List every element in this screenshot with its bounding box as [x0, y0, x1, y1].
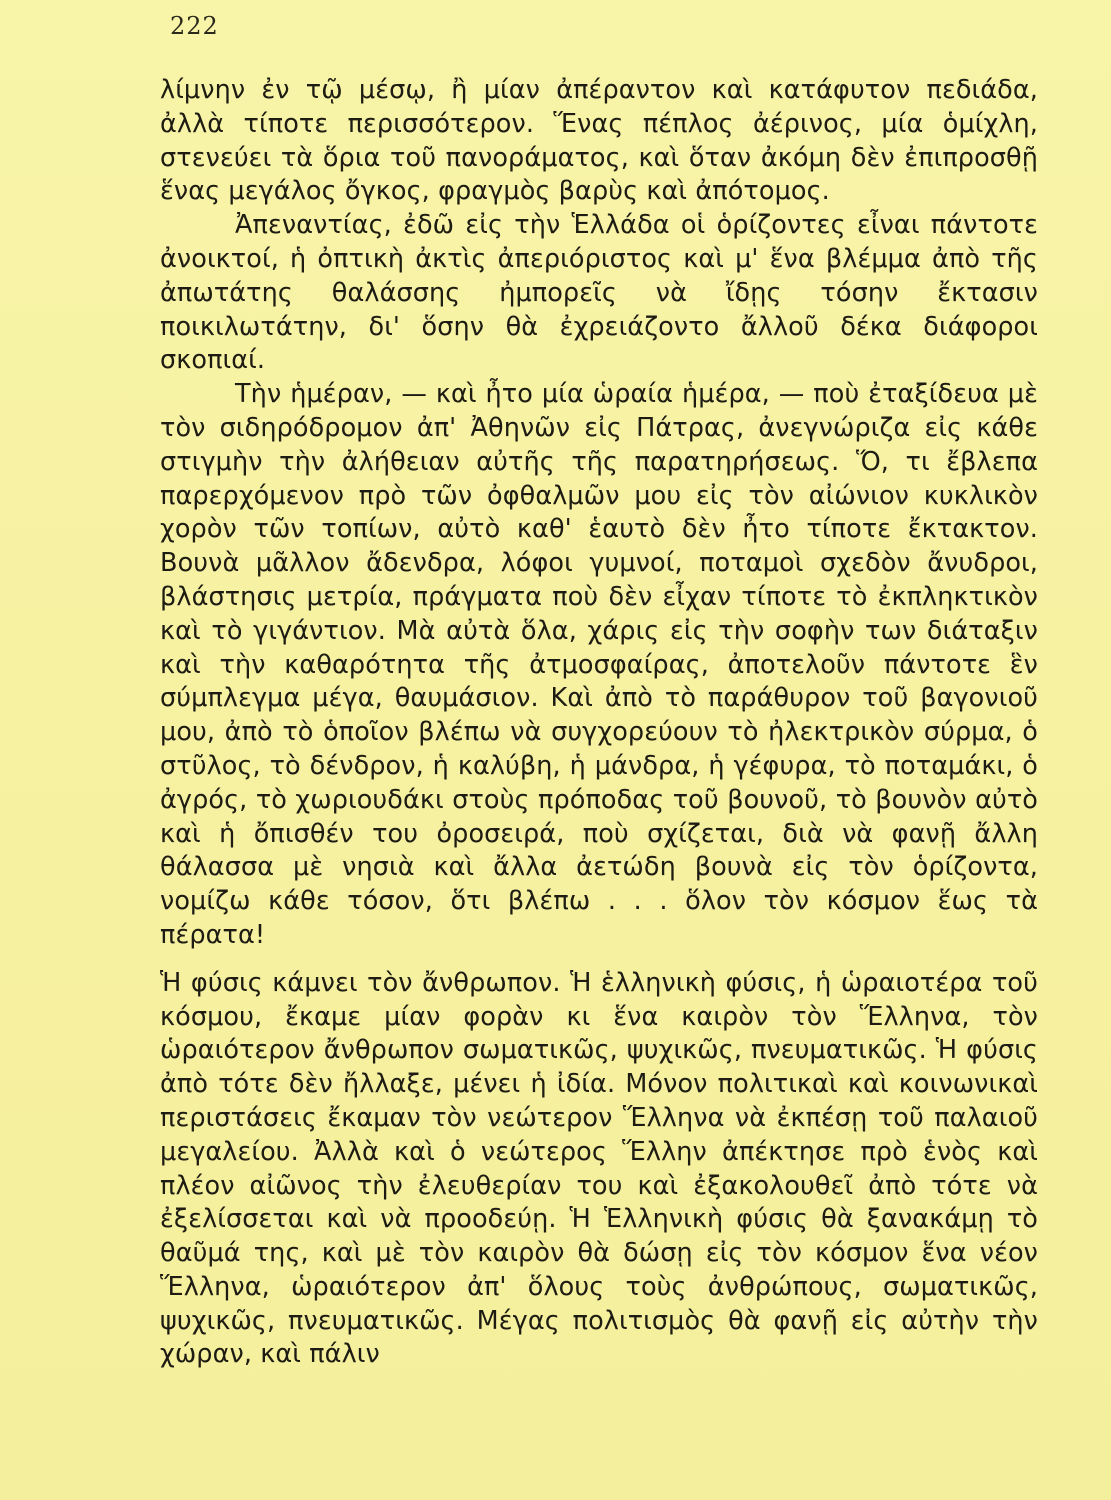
paragraph-2: Ἀπεναντίας, ἐδῶ εἰς τὴν Ἑλλάδα οἱ ὁρίζοντες εἶναι πάντοτε ἀνοικτοί, ἡ ὀπτικὴ ἀκτὶς ἀπεριόριστος καὶ μ' ἕνα βλέμμα ἀπὸ τῆς ἀπωτάτης θαλάσσης ἠμπορεῖς νὰ ἴδῃς τόσην ἔκτασιν ποικιλωτάτην, δι' ὅσην θὰ ἐχρειάζοντο ἄλλοῦ δέκα διάφοροι σκοπιαί.	[160, 210, 1038, 376]
page-number: 222	[170, 12, 219, 40]
paragraph-3: Τὴν ἡμέραν, — καὶ ἦτο μία ὡραία ἡμέρα, — ποὺ ἐταξίδευα μὲ τὸν σιδηρόδρομον ἀπ' Ἀθηνῶν εἰς Πάτρας, ἀνεγνώριζα εἰς κάθε στιγμὴν τὴν ἀλήθειαν αὐτῆς τῆς παρατηρήσεως. Ὅ, τι ἔβλεπα παρερχόμενον πρὸ τῶν ὀφθαλμῶν μου εἰς τὸν αἰώνιον κυκλικὸν χορὸν τῶν τοπίων, αὐτὸ καθ' ἑαυτὸ δὲν ἦτο τίποτε ἔκτακτον. Βουνὰ μᾶλλον ἄδενδρα, λόφοι γυμνοί, ποταμοὶ σχεδὸν ἄνυδροι, βλάστησις μετρία, πράγματα ποὺ δὲν εἶχαν τίποτε τὸ ἐκπληκτικὸν καὶ τὸ γιγάντιον. Μὰ αὐτὰ ὅλα, χάρις εἰς τὴν σοφὴν των διάταξιν καὶ τὴν καθαρότητα τῆς ἀτμοσφαίρας, ἀποτελοῦν πάντοτε ἓν σύμπλεγμα μέγα, θαυμάσιον. Καὶ ἀπὸ τὸ παράθυρον τοῦ βαγονιοῦ μου, ἀπὸ τὸ ὁποῖον βλέπω νὰ συγχορεύουν τὸ ἠλεκτρικὸν σύρμα, ὁ στῦλος, τὸ δένδρον, ἡ καλύβη, ἡ μάνδρα, ἡ γέφυρα, τὸ ποταμάκι, ὁ ἀγρός, τὸ χωριουδάκι στοὺς πρόποδας τοῦ βουνοῦ, τὸ βουνὸν αὐτὸ καὶ ἡ ὄπισθέν του ὀροσειρά, ποὺ σχίζεται, διὰ νὰ φανῇ ἄλλη θάλασσα μὲ νησιὰ καὶ ἄλλα ἀετώδη βουνὰ εἰς τὸν ὁρίζοντα, νομίζω κάθε τόσον, ὅτι βλέπω . . . ὅλον τὸν κόσμον ἕως τὰ πέρατα!	[160, 379, 1038, 950]
main-text	[160, 74, 1038, 1372]
paragraph-1: λίμνην ἐν τῷ μέσῳ, ἢ μίαν ἀπέραντον καὶ κατάφυτον πεδιάδα, ἀλλὰ τίποτε περισσότερον. Ἕνας πέπλος ἀέρινος, μία ὁμίχλη, στενεύει τὰ ὅρια τοῦ πανοράματος, καὶ ὅταν ἀκόμη δὲν ἐπιπροσθῇ ἕνας μεγάλος ὄγκος, φραγμὸς βαρὺς καὶ ἀπότομος.	[160, 75, 1038, 207]
paragraph-4: Ἡ φύσις κάμνει τὸν ἄνθρωπον. Ἡ ἑλληνικὴ φύσις, ἡ ὡραιοτέρα τοῦ κόσμου, ἔκαμε μίαν φορὰν κι ἕνα καιρὸν τὸν Ἕλληνα, τὸν ὡραιότερον ἄνθρωπον σωματικῶς, ψυχικῶς, πνευματικῶς. Ἡ φύσις ἀπὸ τότε δὲν ἤλλαξε, μένει ἡ ἰδία. Μόνον πολιτικαὶ καὶ κοινωνικαὶ περιστάσεις ἔκαμαν τὸν νεώτερον Ἕλληνα νὰ ἐκπέσῃ τοῦ παλαιοῦ μεγαλείου. Ἀλλὰ καὶ ὁ νεώτερος Ἕλλην ἀπέκτησε πρὸ ἑνὸς καὶ πλέον αἰῶνος τὴν ἐλευθερίαν του καὶ ἐξακολουθεῖ ἀπὸ τότε νὰ ἐξελίσσεται καὶ νὰ προοδεύῃ. Ἡ Ἑλληνικὴ φύσις θὰ ξανακάμῃ τὸ θαῦμά της, καὶ μὲ τὸν καιρὸν θὰ δώσῃ εἰς τὸν κόσμον ἕνα νέον Ἕλληνα, ὡραιότερον ἀπ' ὅλους τοὺς ἀνθρώπους, σωματικῶς, ψυχικῶς, πνευματικῶς. Μέγας πολιτισμὸς θὰ φανῇ εἰς αὐτὴν τὴν χώραν, καὶ πάλιν	[160, 967, 1038, 1370]
